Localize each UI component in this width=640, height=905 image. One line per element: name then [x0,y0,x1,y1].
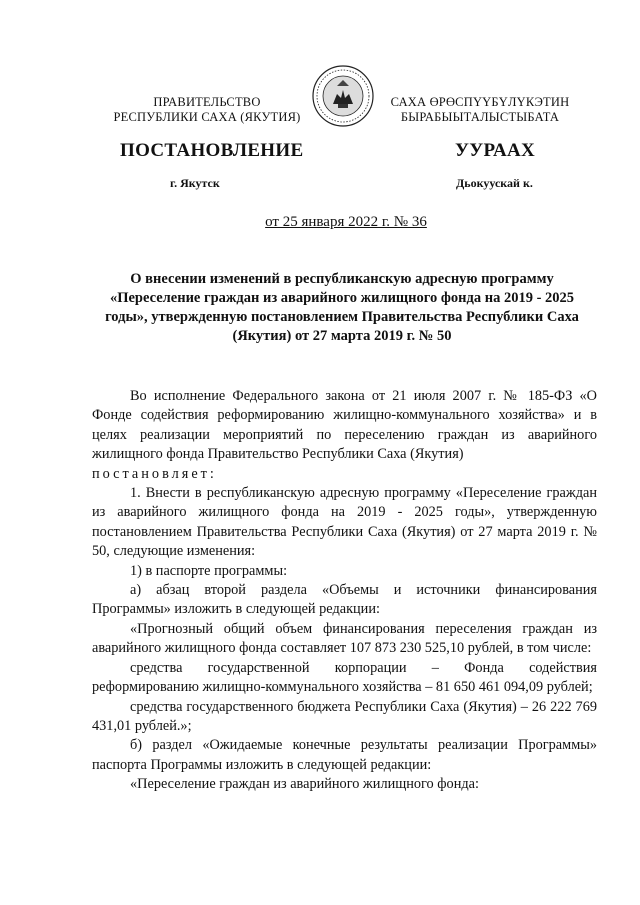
document-heading: О внесении изменений в республиканскую адресную программу «Переселение граждан из аварийного жилищного фонда на 2019 - 2025 годы», утвержденную постановлением Правительства Республики Саха (Якутия) от 27 марта 2019 г. № 50 [105,271,579,344]
header-sakha-line2: БЫРАБЫЫТАЛЫСТЫБАТА [400,110,560,124]
preamble-text: Во исполнение Федерального закона от 21 июля 2007 г. № 185-ФЗ «О Фонде содействия реформированию жилищно-коммунального хозяйства» и в целях реализации мероприятий по переселению граждан из аварийного жилищного фонда Правительство Республики Саха (Якутия) [92,388,597,463]
government-header-sakha [375,95,585,125]
resolves-word: постановляет: [92,465,217,482]
paragraph-resettlement: «Переселение граждан из аварийного жилищного фонда: [130,776,479,793]
header-sakha-line1: САХА ӨРӨСПҮҮБҮЛҮКЭТИН [390,95,570,109]
header-ru-line2: РЕСПУБЛИКИ САХА (ЯКУТИЯ) [113,110,301,124]
paragraph-budget-amount: средства государственного бюджета Республики Саха (Якутия) – 26 222 769 431,01 рублей.»; [92,698,597,734]
government-header-ru [102,95,312,125]
city-ru: г. Якутск [170,176,220,190]
paragraph-subitem-a: а) абзац второй раздела «Объемы и источники финансирования Программы» изложить в следующей редакции: [92,582,597,618]
paragraph-preamble [92,387,597,484]
document-type-ru: ПОСТАНОВЛЕНИЕ [120,140,304,161]
paragraph-item-1: 1. Внести в республиканскую адресную программу «Переселение граждан из аварийного жилищного фонда на 2019 - 2025 годы», утвержденную постановлением Правительства Республики Саха (Якутия) от 27 марта 2019 г. № 50, следующие изменения: [92,485,597,560]
coat-of-arms-emblem-icon [311,64,375,128]
document-body [92,387,597,795]
paragraph-subitem-1: 1) в паспорте программы: [130,562,288,579]
header-ru-line1: ПРАВИТЕЛЬСТВО [153,95,261,109]
document-type-sakha: УУРААХ [455,140,536,161]
paragraph-fund-amount: средства государственной корпорации – Фонда содействия реформированию жилищно-коммунального хозяйства – 81 650 461 094,09 рублей; [92,659,597,696]
paragraph-financing: «Прогнозный общий объем финансирования переселения граждан из аварийного жилищного фонда составляет 107 873 230 525,10 рублей, в том числе: [92,620,597,657]
document-date-number: от 25 января 2022 г. № 36 [265,214,427,230]
city-sakha: Дьокуускай к. [456,176,533,190]
paragraph-subitem-b: б) раздел «Ожидаемые конечные результаты реализации Программы» паспорта Программы изложить в следующей редакции: [92,737,597,773]
